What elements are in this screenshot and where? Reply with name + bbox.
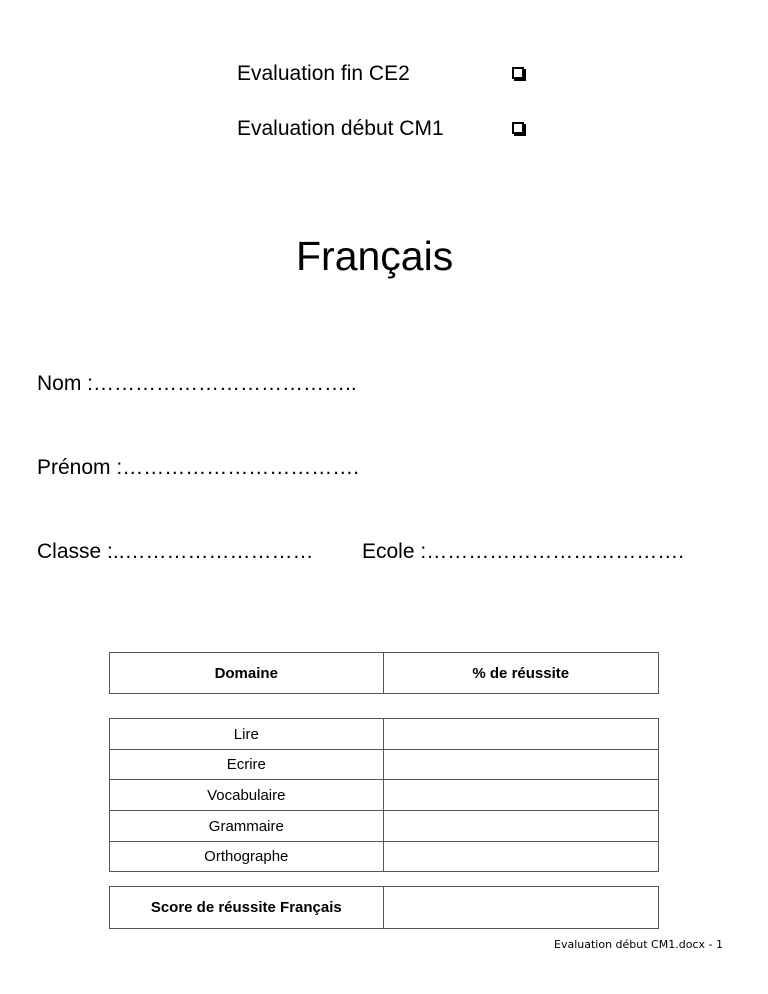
classe-field[interactable]: Classe :..……………………… (37, 540, 314, 563)
domain-cell: Lire (110, 719, 384, 750)
page-title: Français (296, 233, 454, 279)
domain-cell: Orthographe (110, 842, 384, 872)
header-domain: Domaine (110, 653, 384, 694)
percent-cell[interactable] (383, 811, 658, 842)
nom-field[interactable]: Nom :……………………………….. (37, 372, 357, 395)
percent-cell[interactable] (383, 750, 658, 780)
percent-cell[interactable] (383, 780, 658, 811)
checkbox-debut-cm1[interactable] (512, 122, 524, 134)
percent-cell[interactable] (383, 842, 658, 872)
percent-cell[interactable] (383, 719, 658, 750)
option-label-fin-ce2: Evaluation fin CE2 (237, 62, 410, 85)
results-table (109, 718, 659, 872)
table-row (110, 842, 659, 872)
table-row (110, 750, 659, 780)
score-table (109, 886, 659, 929)
ecole-field[interactable]: Ecole :………………………………. (362, 540, 685, 563)
score-label: Score de réussite Français (110, 887, 384, 929)
table-row (110, 780, 659, 811)
option-label-debut-cm1: Evaluation début CM1 (237, 117, 444, 140)
table-row (110, 811, 659, 842)
page-footer: Evaluation début CM1.docx - 1 (554, 938, 723, 951)
domain-cell: Grammaire (110, 811, 384, 842)
header-percent: % de réussite (383, 653, 659, 694)
domain-cell: Vocabulaire (110, 780, 384, 811)
checkbox-fin-ce2[interactable] (512, 67, 524, 79)
table-row (110, 719, 659, 750)
results-header-table (109, 652, 659, 694)
domain-cell: Ecrire (110, 750, 384, 780)
score-value[interactable] (383, 887, 658, 929)
prenom-field[interactable]: Prénom :……………………………. (37, 456, 360, 479)
